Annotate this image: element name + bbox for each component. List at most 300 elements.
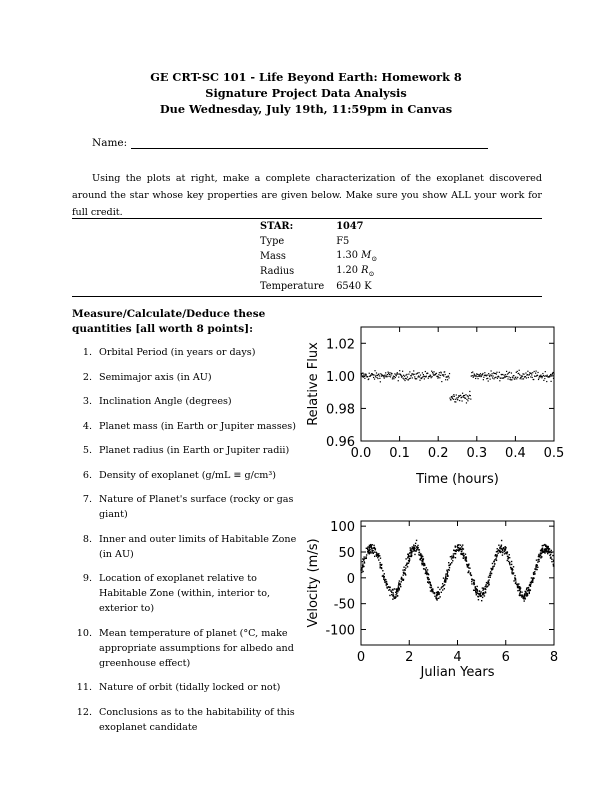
flux-point [404, 380, 405, 381]
flux-point [406, 378, 407, 379]
velocity-point [487, 583, 488, 584]
flux-point [482, 373, 483, 374]
list-item: 11. Nature of orbit (tidally locked or not) [76, 682, 281, 693]
velocity-point [409, 558, 410, 559]
velocity-point [511, 564, 512, 565]
velocity-point [471, 581, 472, 582]
velocity-point [540, 553, 541, 554]
velocity-point [383, 576, 384, 577]
velocity-point [461, 546, 462, 547]
flux-point [484, 372, 485, 373]
flux-point [499, 380, 500, 381]
list-item: 9. Location of exoplanet relative to Habitable Zone (within, interior to, exterior to) [82, 573, 271, 614]
velocity-point [403, 572, 404, 573]
list-item: 4. Planet mass (in Earth or Jupiter masses) [82, 420, 296, 432]
flux-point [366, 375, 367, 376]
flux-point [532, 372, 533, 373]
velocity-point [411, 555, 412, 556]
velocity-point [528, 588, 529, 589]
velocity-point [395, 594, 396, 595]
velocity-point [452, 560, 453, 561]
flux-point [453, 394, 454, 395]
velocity-point [446, 570, 447, 571]
velocity-point [449, 567, 450, 568]
flux-point [553, 378, 554, 379]
velocity-point [457, 547, 458, 548]
flux-point [438, 376, 439, 377]
velocity-point [400, 586, 401, 587]
velocity-ylabel: Velocity (m/s) [306, 538, 321, 628]
velocity-point [384, 573, 385, 574]
flux-point [479, 375, 480, 376]
velocity-point [515, 581, 516, 582]
flux-point [483, 379, 484, 380]
flux-point [495, 377, 496, 378]
velocity-point [500, 548, 501, 549]
flux-point [492, 375, 493, 376]
flux-point [387, 376, 388, 377]
list-item: 6. Density of exoplanet (g/mL ≡ g/cm³) [82, 469, 276, 481]
x-tick-label: 8 [549, 650, 559, 665]
flux-point [491, 373, 492, 374]
velocity-point [518, 583, 519, 584]
flux-point [419, 376, 420, 377]
flux-point [502, 374, 503, 375]
velocity-point [547, 553, 548, 554]
velocity-point [502, 550, 503, 551]
velocity-xlabel: Julian Years [420, 665, 495, 680]
velocity-point [497, 552, 498, 553]
flux-point [432, 376, 433, 377]
velocity-point [402, 569, 403, 570]
velocity-point [504, 553, 505, 554]
velocity-point [475, 588, 476, 589]
velocity-point [517, 585, 518, 586]
velocity-point [543, 551, 544, 552]
velocity-point [496, 556, 497, 557]
flux-point [489, 376, 490, 377]
velocity-point [404, 569, 405, 570]
velocity-point [548, 551, 549, 552]
velocity-point [369, 545, 370, 546]
velocity-point [527, 587, 528, 588]
velocity-point [465, 553, 466, 554]
flux-point [414, 374, 415, 375]
velocity-point [369, 546, 370, 547]
velocity-point [367, 549, 368, 550]
velocity-point [530, 586, 531, 587]
flux-point [424, 378, 425, 379]
velocity-point [455, 557, 456, 558]
flux-point [461, 397, 462, 398]
velocity-point [550, 557, 551, 558]
flux-point [487, 378, 488, 379]
list-item: 7. Nature of Planet's surface (rocky or gas giant) [82, 494, 294, 520]
velocity-point [416, 540, 417, 541]
velocity-point [376, 554, 377, 555]
flux-point [397, 372, 398, 373]
velocity-point [442, 583, 443, 584]
velocity-point [488, 576, 489, 577]
flux-point [448, 377, 449, 378]
velocity-point [520, 592, 521, 593]
intro-paragraph: Using the plots at right, make a complete characterization of the exoplanet discovered around the star whose key properties are given below. Make sure you show ALL your work for full credit. [72, 173, 542, 218]
velocity-point [365, 556, 366, 557]
flux-point [547, 375, 548, 376]
flux-point [362, 372, 363, 373]
velocity-point [439, 589, 440, 590]
velocity-frame [361, 521, 554, 645]
velocity-point [531, 581, 532, 582]
flux-point [542, 376, 543, 377]
velocity-point [460, 544, 461, 545]
velocity-point [551, 559, 552, 560]
flux-point [470, 399, 471, 400]
flux-point [550, 374, 551, 375]
flux-point [452, 396, 453, 397]
flux-point [373, 377, 374, 378]
star-header-value: 1047 [336, 221, 364, 232]
table-bottom-rule [72, 296, 542, 297]
flux-point [430, 375, 431, 376]
flux-point [419, 380, 420, 381]
velocity-point [441, 592, 442, 593]
velocity-point [538, 559, 539, 560]
flux-point [374, 378, 375, 379]
velocity-point [514, 575, 515, 576]
velocity-point [505, 552, 506, 553]
velocity-point [417, 548, 418, 549]
velocity-point [506, 553, 507, 554]
velocity-point [403, 574, 404, 575]
velocity-point [380, 564, 381, 565]
list-item: 10. Mean temperature of planet (°C, make appropriate assumptions for albedo and greenhouse effect) [76, 627, 294, 669]
y-tick-label: 0.96 [326, 435, 355, 450]
flux-point [377, 378, 378, 379]
velocity-point [430, 582, 431, 583]
flux-point [473, 377, 474, 378]
flux-point [459, 400, 460, 401]
velocity-point [439, 596, 440, 597]
flux-point [433, 371, 434, 372]
velocity-point [528, 587, 529, 588]
velocity-point [374, 556, 375, 557]
velocity-point [509, 564, 510, 565]
velocity-point [463, 555, 464, 556]
velocity-point [374, 548, 375, 549]
velocity-point [374, 551, 375, 552]
velocity-point [430, 590, 431, 591]
flux-point [414, 376, 415, 377]
star-row-mass: Mass 1.30 $M_⊙$ [260, 250, 378, 263]
velocity-point [414, 548, 415, 549]
flux-point [467, 400, 468, 401]
flux-point [474, 374, 475, 375]
flux-point [544, 378, 545, 379]
velocity-point [382, 575, 383, 576]
flux-point [519, 374, 520, 375]
flux-point [364, 378, 365, 379]
flux-point [472, 375, 473, 376]
flux-point [492, 377, 493, 378]
flux-point [388, 373, 389, 374]
velocity-point [396, 588, 397, 589]
flux-point [518, 373, 519, 374]
light-curve-xlabel: Time (hours) [416, 472, 499, 487]
star-table-header [254, 219, 383, 234]
flux-point [528, 377, 529, 378]
velocity-point [401, 578, 402, 579]
velocity-point [406, 564, 407, 565]
velocity-point [447, 575, 448, 576]
star-row-type: Type F5 [260, 236, 350, 247]
flux-point [398, 380, 399, 381]
flux-point [392, 377, 393, 378]
velocity-point [380, 557, 381, 558]
flux-point [472, 371, 473, 372]
velocity-point [503, 548, 504, 549]
velocity-point [540, 550, 541, 551]
velocity-point [466, 561, 467, 562]
velocity-point [482, 594, 483, 595]
velocity-point [370, 551, 371, 552]
flux-point [550, 381, 551, 382]
flux-point [489, 375, 490, 376]
velocity-point [379, 562, 380, 563]
flux-point [530, 376, 531, 377]
velocity-point [428, 579, 429, 580]
flux-point [417, 373, 418, 374]
flux-point [468, 396, 469, 397]
flux-point [384, 378, 385, 379]
velocity-point [544, 551, 545, 552]
velocity-point [419, 549, 420, 550]
velocity-point [487, 586, 488, 587]
velocity-point [364, 558, 365, 559]
velocity-point [510, 567, 511, 568]
flux-point [396, 375, 397, 376]
flux-point [423, 374, 424, 375]
flux-point [425, 371, 426, 372]
velocity-point [519, 593, 520, 594]
velocity-point [438, 591, 439, 592]
flux-point [397, 373, 398, 374]
flux-point [532, 377, 533, 378]
velocity-point [426, 567, 427, 568]
velocity-point [429, 587, 430, 588]
velocity-point [508, 557, 509, 558]
velocity-point [409, 561, 410, 562]
flux-point [383, 375, 384, 376]
velocity-point [386, 581, 387, 582]
flux-point [441, 372, 442, 373]
velocity-point [411, 556, 412, 557]
flux-point [538, 377, 539, 378]
flux-point [505, 374, 506, 375]
velocity-point [504, 551, 505, 552]
velocity-point [367, 546, 368, 547]
flux-point [488, 380, 489, 381]
list-item: 12. Conclusions as to the habitability of this exoplanet candidate [76, 706, 295, 733]
velocity-point [418, 554, 419, 555]
flux-point [410, 378, 411, 379]
velocity-point [393, 592, 394, 593]
flux-point [477, 378, 478, 379]
velocity-point [451, 558, 452, 559]
velocity-point [492, 567, 493, 568]
velocity-point [461, 551, 462, 552]
velocity-point [538, 561, 539, 562]
flux-point [455, 401, 456, 402]
velocity-point [551, 550, 552, 551]
velocity-point [425, 570, 426, 571]
velocity-point [426, 572, 427, 573]
velocity-point [445, 575, 446, 576]
velocity-point [524, 594, 525, 595]
flux-point [413, 370, 414, 371]
velocity-point [366, 554, 367, 555]
velocity-point [453, 555, 454, 556]
flux-point [506, 371, 507, 372]
velocity-point [371, 546, 372, 547]
flux-point [364, 376, 365, 377]
flux-point [551, 375, 552, 376]
solar-radius-unit: R [361, 265, 369, 277]
velocity-point [419, 552, 420, 553]
star-row-radius: Radius 1.20 $R_⊙$ [260, 265, 375, 278]
velocity-point [416, 546, 417, 547]
flux-point [432, 372, 433, 373]
velocity-point [433, 592, 434, 593]
flux-point [531, 374, 532, 375]
flux-point [394, 373, 395, 374]
velocity-point [449, 565, 450, 566]
velocity-point [410, 547, 411, 548]
velocity-point [362, 563, 363, 564]
velocity-point [512, 573, 513, 574]
flux-point [552, 373, 553, 374]
velocity-point [553, 561, 554, 562]
velocity-point [454, 550, 455, 551]
flux-point [544, 376, 545, 377]
velocity-point [495, 554, 496, 555]
velocity-point [530, 590, 531, 591]
velocity-point [536, 559, 537, 560]
flux-point [404, 376, 405, 377]
velocity-point [486, 582, 487, 583]
velocity-point [438, 594, 439, 595]
velocity-point [449, 569, 450, 570]
flux-point [526, 377, 527, 378]
velocity-point [468, 570, 469, 571]
velocity-point [382, 570, 383, 571]
flux-point [483, 377, 484, 378]
flux-point [490, 379, 491, 380]
velocity-point [366, 558, 367, 559]
velocity-point [369, 553, 370, 554]
velocity-point [409, 552, 410, 553]
velocity-point [534, 568, 535, 569]
flux-point [453, 399, 454, 400]
velocity-point [436, 594, 437, 595]
flux-point [522, 376, 523, 377]
velocity-point [437, 587, 438, 588]
velocity-point [448, 562, 449, 563]
flux-point [475, 378, 476, 379]
flux-point [386, 375, 387, 376]
name-field-line[interactable] [131, 148, 488, 149]
velocity-point [476, 586, 477, 587]
y-tick-label: 50 [338, 546, 355, 561]
velocity-point [520, 587, 521, 588]
velocity-point [397, 595, 398, 596]
flux-point [481, 376, 482, 377]
flux-point [407, 376, 408, 377]
velocity-point [464, 557, 465, 558]
velocity-point [427, 577, 428, 578]
radial-velocity-chart [300, 518, 572, 682]
velocity-point [524, 598, 525, 599]
velocity-point [489, 577, 490, 578]
velocity-point [373, 545, 374, 546]
velocity-point [430, 585, 431, 586]
flux-point [368, 378, 369, 379]
velocity-point [388, 590, 389, 591]
flux-point [533, 379, 534, 380]
flux-point [455, 399, 456, 400]
flux-point [523, 374, 524, 375]
velocity-point [367, 552, 368, 553]
velocity-point [380, 566, 381, 567]
velocity-point [390, 590, 391, 591]
velocity-point [513, 566, 514, 567]
velocity-point [456, 551, 457, 552]
flux-point [391, 373, 392, 374]
flux-point [431, 371, 432, 372]
velocity-point [551, 552, 552, 553]
y-tick-label: 1.02 [326, 337, 355, 353]
velocity-point [478, 594, 479, 595]
velocity-point [446, 578, 447, 579]
flux-point [412, 377, 413, 378]
flux-point [504, 375, 505, 376]
flux-point [496, 372, 497, 373]
flux-point [428, 378, 429, 379]
flux-point [436, 373, 437, 374]
solar-mass-unit: M [361, 250, 372, 262]
light-curve-chart [300, 318, 572, 490]
velocity-point [372, 553, 373, 554]
flux-point [496, 373, 497, 374]
velocity-point [477, 596, 478, 597]
velocity-point [423, 568, 424, 569]
velocity-point [413, 548, 414, 549]
velocity-point [494, 565, 495, 566]
velocity-point [477, 590, 478, 591]
velocity-point [362, 566, 363, 567]
flux-point [525, 376, 526, 377]
velocity-point [421, 556, 422, 557]
velocity-point [396, 593, 397, 594]
velocity-point [521, 596, 522, 597]
x-tick-label: 0 [356, 650, 366, 665]
velocity-point [457, 545, 458, 546]
velocity-point [498, 549, 499, 550]
flux-point [466, 399, 467, 400]
velocity-point [371, 549, 372, 550]
velocity-point [470, 572, 471, 573]
flux-point [385, 376, 386, 377]
